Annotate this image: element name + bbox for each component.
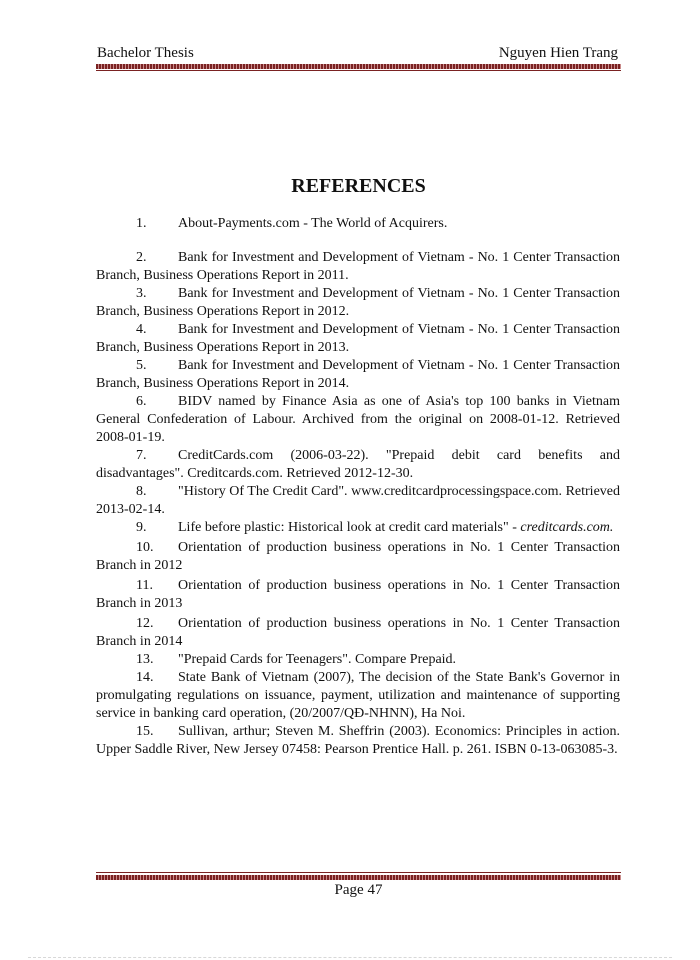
page-number: Page 47 <box>334 882 383 898</box>
header-left-title: Bachelor Thesis <box>97 45 194 61</box>
reference-text: State Bank of Vietnam (2007), The decision of the State Bank's Governor in promulgating regulations on issuance, payment, utilization and maintenance of supporting service in banking card operation, (20/2007/QĐ-NHNN), Ha Noi. <box>96 670 620 721</box>
reference-item-2 <box>96 249 620 285</box>
reference-item-4 <box>96 321 620 357</box>
reference-number: 12. <box>136 616 154 631</box>
reference-text: Orientation of production business operations in No. 1 Center Transaction Branch in 2014 <box>96 616 620 649</box>
reference-number: 15. <box>136 724 154 739</box>
header-rule <box>96 64 621 69</box>
page-edge-divider <box>28 957 672 958</box>
reference-text: "Prepaid Cards for Teenagers". Compare Prepaid. <box>178 652 457 667</box>
reference-number: 5. <box>136 358 147 373</box>
reference-item-8 <box>96 483 620 519</box>
reference-item-5 <box>96 357 620 393</box>
reference-text: "History Of The Credit Card". www.creditcardprocessingspace.com. Retrieved 2013-02-14. <box>96 484 620 517</box>
footer-rule <box>96 875 621 880</box>
reference-item-9 <box>96 519 620 537</box>
reference-number: 11. <box>136 578 153 593</box>
reference-item-13 <box>96 651 620 669</box>
reference-item-6 <box>96 393 620 447</box>
reference-number: 2. <box>136 250 147 265</box>
reference-number: 9. <box>136 520 147 535</box>
reference-text: Orientation of production business operations in No. 1 Center Transaction Branch in 2013 <box>96 578 620 611</box>
reference-list <box>96 215 620 759</box>
reference-text: Orientation of production business operations in No. 1 Center Transaction Branch in 2012 <box>96 540 620 573</box>
reference-text: CreditCards.com (2006-03-22). "Prepaid debit card benefits and disadvantages". Creditcards.com. Retrieved 2012-12-30. <box>96 448 620 481</box>
header-author: Nguyen Hien Trang <box>498 45 618 61</box>
reference-text: Sullivan, arthur; Steven M. Sheffrin (2003). Economics: Principles in action. Upper Saddle River, New Jersey 07458: Pearson Prentice Hall. p. 261. ISBN 0-13-063085-3. <box>96 724 620 757</box>
reference-text: About-Payments.com - The World of Acquirers. <box>178 216 448 231</box>
reference-number: 3. <box>136 286 147 301</box>
reference-number: 14. <box>136 670 154 685</box>
reference-item-3 <box>96 285 620 321</box>
reference-text: Life before plastic: Historical look at credit card materials" - <box>178 520 517 535</box>
reference-text: Bank for Investment and Development of Vietnam - No. 1 Center Transaction Branch, Business Operations Report in 2011. <box>96 250 620 283</box>
footer-rule-thin <box>96 872 621 873</box>
reference-item-1 <box>96 215 620 233</box>
reference-text: BIDV named by Finance Asia as one of Asia's top 100 banks in Vietnam General Confederation of Labour. Archived from the original on 2008-01-12. Retrieved 2008-01-19. <box>96 394 620 445</box>
reference-number: 1. <box>136 216 147 231</box>
reference-item-7 <box>96 447 620 483</box>
reference-number: 8. <box>136 484 147 499</box>
reference-item-15 <box>96 723 620 759</box>
reference-item-11 <box>96 577 620 613</box>
reference-number: 7. <box>136 448 147 463</box>
page-title: REFERENCES <box>291 175 426 197</box>
reference-number: 10. <box>136 540 154 555</box>
reference-item-10 <box>96 539 620 575</box>
reference-number: 4. <box>136 322 147 337</box>
reference-number: 13. <box>136 652 154 667</box>
reference-italic-source: creditcards.com. <box>520 520 614 535</box>
reference-number: 6. <box>136 394 147 409</box>
header-rule-thin <box>96 70 621 71</box>
reference-text: Bank for Investment and Development of Vietnam - No. 1 Center Transaction Branch, Business Operations Report in 2013. <box>96 322 620 355</box>
reference-item-14 <box>96 669 620 723</box>
reference-text: Bank for Investment and Development of Vietnam - No. 1 Center Transaction Branch, Business Operations Report in 2012. <box>96 286 620 319</box>
reference-text: Bank for Investment and Development of Vietnam - No. 1 Center Transaction Branch, Business Operations Report in 2014. <box>96 358 620 391</box>
reference-item-12 <box>96 615 620 651</box>
